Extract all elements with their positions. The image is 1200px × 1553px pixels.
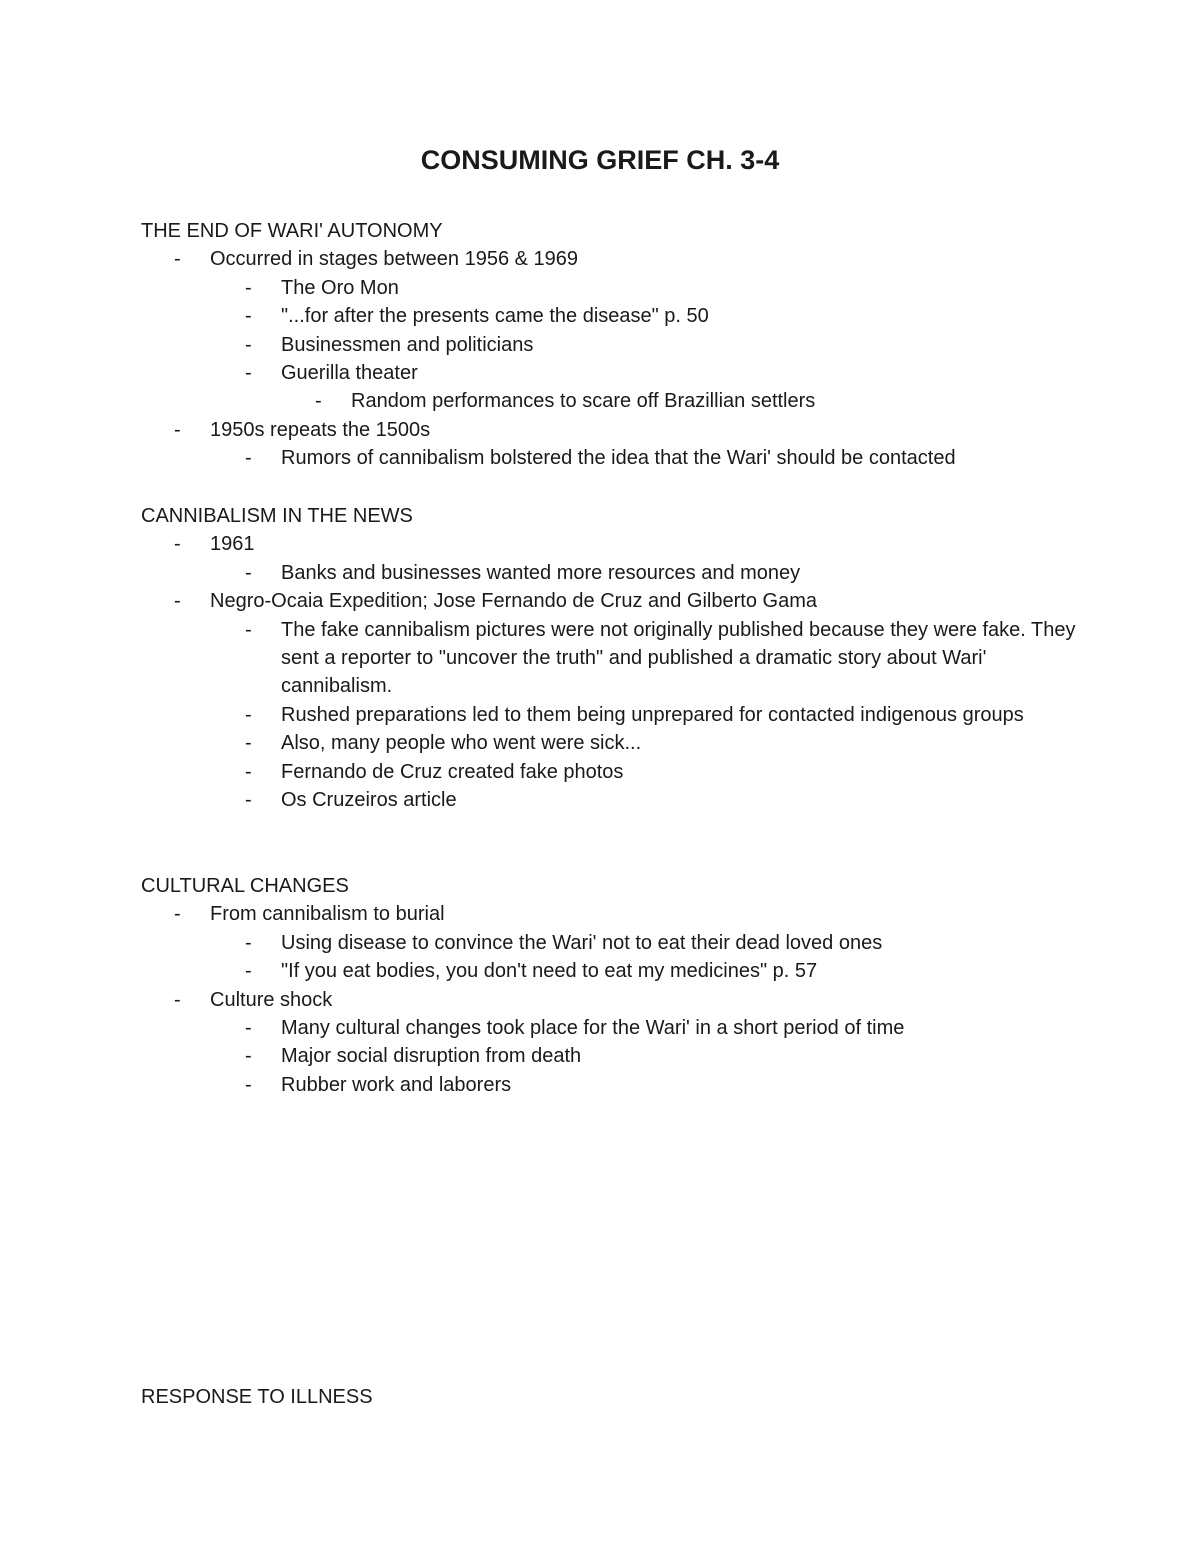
list-item-text: Occurred in stages between 1956 & 1969 [210,248,579,271]
list-item-text: 1950s repeats the 1500s [210,418,431,441]
list-item [141,444,1081,472]
section-heading: THE END OF WARI' AUTONOMY [141,220,443,242]
list-item [141,559,1081,587]
section-heading: RESPONSE TO ILLNESS [141,1386,373,1408]
list-item-text: Culture shock [210,988,333,1011]
bullet-dash: - [174,903,181,926]
list-item [141,986,1081,1014]
section-heading: CULTURAL CHANGES [141,875,349,897]
section-response-illness [141,1383,1081,1411]
list-item-text: Also, many people who went were sick... [281,732,642,755]
bullet-list [141,900,1081,1099]
list-item-text: Using disease to convince the Wari' not to eat their dead loved ones [281,931,883,954]
bullet-dash: - [174,988,181,1011]
list-item-text: Many cultural changes took place for the Wari' in a short period of time [281,1017,905,1040]
bullet-dash: - [315,390,322,413]
list-item [141,616,1081,701]
bullet-dash: - [245,1045,252,1068]
list-item-text: Fernando de Cruz created fake photos [281,760,624,783]
list-item [141,900,1081,928]
list-item [141,587,1081,615]
document-title: CONSUMING GRIEF CH. 3-4 [420,145,780,175]
list-item-text: Rumors of cannibalism bolstered the idea that the Wari' should be contacted [281,447,956,470]
bullet-dash: - [245,333,252,356]
list-item [141,729,1081,757]
list-item [141,1042,1081,1070]
list-item-text: Rubber work and laborers [281,1073,512,1096]
list-item [141,701,1081,729]
section-wari-autonomy [141,217,1081,473]
bullet-dash: - [174,533,181,556]
list-item [141,387,1081,415]
bullet-dash: - [245,618,252,641]
bullet-dash: - [245,1017,252,1040]
list-item [141,957,1081,985]
list-item [141,1071,1081,1099]
list-item-text: Businessmen and politicians [281,333,534,356]
list-item-text: Random performances to scare off Brazillian settlers [351,390,816,413]
list-item [141,929,1081,957]
bullet-dash: - [174,418,181,441]
list-item [141,274,1081,302]
section-cultural-changes [141,872,1081,1099]
section-cannibalism-news [141,502,1081,814]
list-item [141,302,1081,330]
list-item-text: Os Cruzeiros article [281,789,457,812]
bullet-dash: - [245,305,252,328]
list-item-text: Negro-Ocaia Expedition; Jose Fernando de Cruz and Gilberto Gama [210,590,817,613]
bullet-dash: - [245,732,252,755]
list-item-text: Guerilla theater [281,362,418,385]
list-item-text: Rushed preparations led to them being unprepared for contacted indigenous groups [281,703,1024,726]
list-item [141,331,1081,359]
list-item-text: 1961 [210,533,255,556]
bullet-dash: - [245,931,252,954]
list-item-text: The Oro Mon [281,276,399,299]
bullet-dash: - [245,1073,252,1096]
bullet-dash: - [245,703,252,726]
bullet-list [141,245,1081,472]
list-item [141,1014,1081,1042]
bullet-dash: - [245,362,252,385]
list-item-text: Banks and businesses wanted more resources and money [281,561,801,584]
section-heading: CANNIBALISM IN THE NEWS [141,505,413,527]
list-item-text: The fake cannibalism pictures were not originally published because they were fake. They sent a reporter to "uncover the truth" and published a dramatic story about Wari' cannibalism. [281,618,1076,698]
list-item [141,530,1081,558]
list-item-text: "...for after the presents came the disease" p. 50 [281,305,709,328]
bullet-dash: - [174,590,181,613]
bullet-dash: - [245,276,252,299]
bullet-dash: - [245,789,252,812]
list-item-text: From cannibalism to burial [210,903,445,926]
list-item-text: Major social disruption from death [281,1045,582,1068]
list-item [141,245,1081,273]
bullet-list [141,530,1081,814]
bullet-dash: - [245,760,252,783]
bullet-dash: - [245,447,252,470]
list-item-text: "If you eat bodies, you don't need to eat my medicines" p. 57 [281,960,818,983]
list-item [141,359,1081,387]
bullet-dash: - [245,561,252,584]
list-item [141,416,1081,444]
list-item [141,758,1081,786]
list-item [141,786,1081,814]
bullet-dash: - [174,248,181,271]
bullet-dash: - [245,960,252,983]
